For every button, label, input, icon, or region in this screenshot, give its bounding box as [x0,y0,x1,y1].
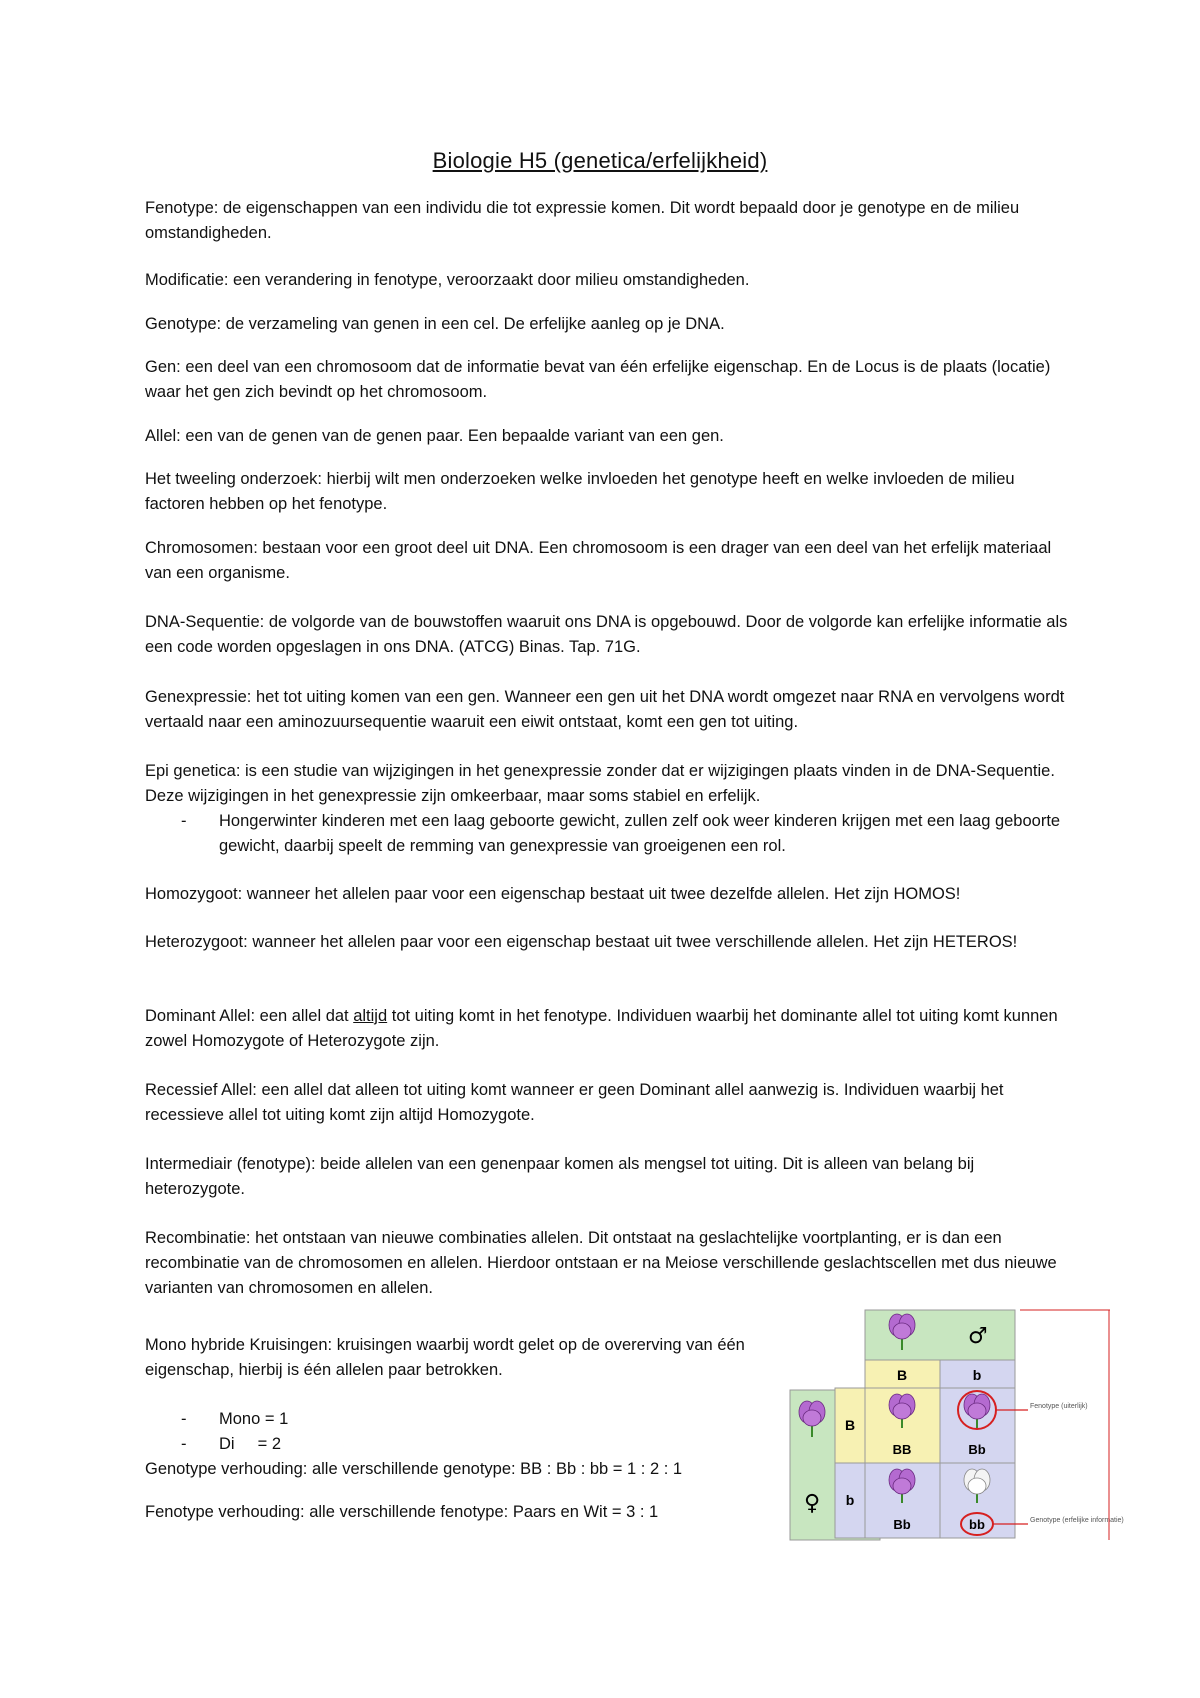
definition-text: een allel dat alleen tot uiting komt wanneer er geen Dominant allel aanwezig is. Individuen waarbij het recessieve allel tot uiting komt zijn altijd Homozygote. [145,1081,1004,1124]
definition-homozygoot [145,882,1070,907]
term-label: Het tweeling onderzoek: [145,470,323,488]
definition-tweeling-onderzoek [145,467,1070,517]
definition-text: alle verschillende genotype: BB : Bb : bb = 1 : 2 : 1 [307,1460,683,1478]
bullet-value: = 1 [264,1410,289,1428]
term-label: Recombinatie: [145,1229,251,1247]
definition-chromosomen [145,536,1070,586]
male-allele-B: B [896,1367,908,1383]
fenotype-callout-label: Fenotype (uiterlijk) [1030,1403,1088,1410]
definition-fenotype [145,196,1070,246]
definition-allel [145,424,1070,449]
epi-bullet-list [145,809,1070,859]
definition-text: het tot uiting komen van een gen. Wanneer een gen uit het DNA wordt omgezet naar RNA en vervolgens wordt vertaald naar een aminozuursequentie waaruit een eiwit ontstaat, komt een gen tot uiting. [145,688,1065,731]
punnett-square-figure [790,1310,1124,1540]
term-label: Recessief Allel: [145,1081,257,1099]
definition-genexpressie [145,685,1070,735]
definition-intermediair [145,1152,1070,1202]
definition-text: de volgorde van de bouwstoffen waaruit ons DNA is opgebouwd. Door de volgorde kan erfelijke informatie als een code worden opgeslagen in ons DNA. (ATCG) Binas. Tap. 71G. [145,613,1068,656]
definition-text: een van de genen van de genen paar. Een bepaalde variant van een gen. [180,427,724,445]
term-label: Gen: [145,358,181,376]
definition-text: de eigenschappen van een individu die tot expressie komen. Dit wordt bepaald door je genotype en de milieu omstandigheden. [145,199,1020,242]
male-symbol-icon: ♂ [968,1324,988,1349]
definition-recombinatie [145,1226,1070,1301]
bullet-dash: - [181,812,187,830]
page-title: Biologie H5 (genetica/erfelijkheid) [432,148,768,173]
definition-epi-genetica [145,759,1070,859]
definition-text: tot uiting komt in het fenotype. Individuen waarbij het dominante allel tot uiting komt kunnen zowel Homozygote of Heterozygote zijn. [145,1007,1058,1050]
definition-gen [145,355,1070,405]
term-label: Modificatie: [145,271,229,289]
definition-text: een deel van een chromosoom dat de informatie bevat van één erfelijke eigenschap. En de Locus is de plaats (locatie) waar het gen zich bevindt op het chromosoom. [145,358,1051,401]
bullet-text: Hongerwinter kinderen met een laag geboorte gewicht, zullen zelf ook weer kinderen krijgen met een laag geboorte gewicht, daarbij speelt de remming van genexpressie van groeigenen een rol. [219,812,1061,855]
bullet-list [145,1407,770,1457]
term-label: Fenotype: [145,199,219,217]
cell-genotype: Bb [893,1517,911,1532]
definition-text: wanneer het allelen paar voor een eigenschap bestaat uit twee dezelfde allelen. Het zijn HOMOS! [242,885,961,903]
female-allele-B: B [844,1417,856,1433]
definition-text: kruisingen waarbij wordt gelet op de overerving van één eigenschap, hierbij is één allelen paar betrokken. [145,1336,745,1379]
bullet-value: = 2 [257,1435,281,1453]
male-panel [865,1310,1015,1360]
bullet-label: Di [219,1435,235,1453]
term-label: Mono hybride Kruisingen: [145,1336,333,1354]
definition-genotype [145,312,1070,337]
term-label: Chromosomen: [145,539,258,557]
cell-genotype: bb [969,1517,985,1532]
definition-text: de verzameling van genen in een cel. De erfelijke aanleg op je DNA. [221,315,725,333]
term-label: Homozygoot: [145,885,243,903]
definition-recessief-allel [145,1078,1070,1128]
term-label: Intermediair (fenotype): [145,1155,316,1173]
definition-modificatie [145,268,1070,293]
term-label: Fenotype verhouding: [145,1503,305,1521]
definition-text: alle verschillende fenotype: Paars en Wit = 3 : 1 [304,1503,659,1521]
list-item [145,1432,770,1457]
definition-text: een verandering in fenotype, veroorzaakt door milieu omstandigheden. [228,271,750,289]
list-item [145,1407,770,1432]
definition-dominant-allel [145,1004,1070,1054]
male-allele-b: b [972,1367,982,1383]
genotype-ratio [145,1457,770,1482]
term-label: DNA-Sequentie: [145,613,265,631]
bullet-dash: - [181,1410,187,1428]
definition-text: is een studie van wijzigingen in het genexpressie zonder dat er wijzigingen plaats vinden in de DNA-Sequentie. Deze wijzigingen in het genexpressie zijn omkeerbaar, maar soms stabiel en erfelijk. [145,762,1055,805]
definition-text: wanneer het allelen paar voor een eigenschap bestaat uit twee verschillende allelen. Het zijn HETEROS! [247,933,1018,951]
definition-dna-sequentie [145,610,1070,660]
term-label: Genexpressie: [145,688,252,706]
cell-genotype: Bb [968,1442,986,1457]
fenotype-ratio [145,1500,770,1525]
definition-heterozygoot [145,930,1070,955]
definition-text: een allel dat [255,1007,354,1025]
underlined-word: altijd [353,1007,388,1025]
mono-di-list [145,1407,770,1482]
definition-text: beide allelen van een genenpaar komen als mengsel tot uiting. Dit is alleen van belang bij heterozygote. [145,1155,975,1198]
definition-text: bestaan voor een groot deel uit DNA. Een chromosoom is een drager van een deel van het erfelijk materiaal van een organisme. [145,539,1052,582]
term-label: Epi genetica: [145,762,241,780]
bullet-dash: - [181,1435,187,1453]
term-label: Dominant Allel: [145,1007,256,1025]
female-symbol-icon: ♀ [804,1491,821,1516]
bullet-label: Mono [219,1410,261,1428]
cell-genotype: BB [892,1442,912,1457]
definition-mono-hybride [145,1333,770,1383]
term-label: Heterozygoot: [145,933,248,951]
term-label: Genotype: [145,315,222,333]
female-allele-b: b [845,1492,855,1508]
definition-text: het ontstaan van nieuwe combinaties allelen. Dit ontstaat na geslachtelijke voortplanting, er is dan een recombinatie van de chromosomen en allelen. Hierdoor ontstaan er na Meiose verschillende geslachtscellen met dus nieuwe varianten van chromosomen en allelen. [145,1229,1057,1297]
definition-text: hierbij wilt men onderzoeken welke invloeden het genotype heeft en welke invloeden de milieu factoren hebben op het fenotype. [145,470,1015,513]
term-label: Genotype verhouding: [145,1460,308,1478]
genotype-callout-label: Genotype (erfelijke informatie) [1030,1517,1124,1524]
list-item [145,809,1070,859]
term-label: Allel: [145,427,181,445]
